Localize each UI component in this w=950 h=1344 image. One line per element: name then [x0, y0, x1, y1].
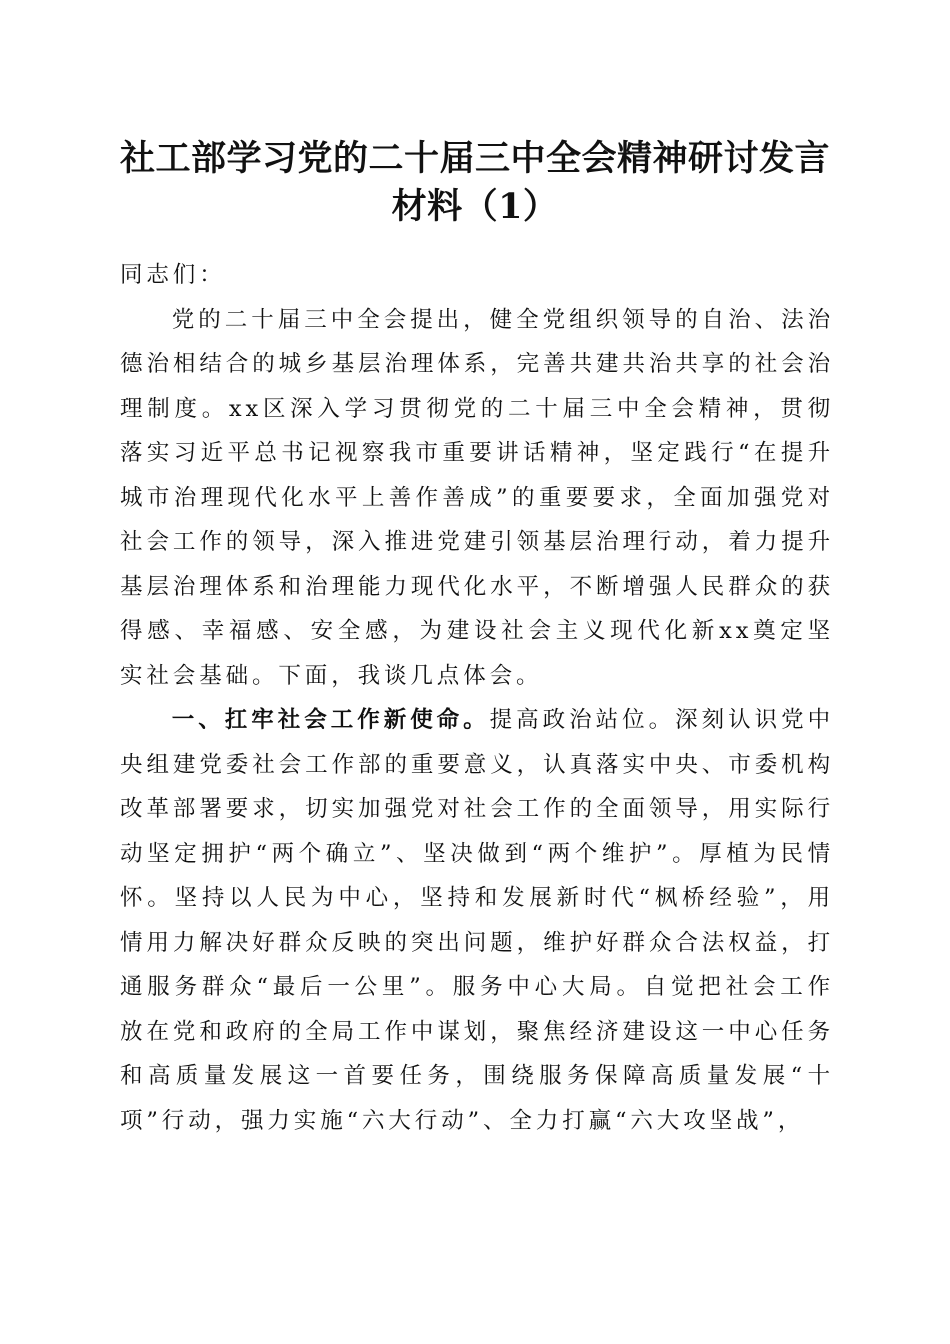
greeting: 同志们： [120, 262, 226, 288]
document-title [100, 135, 850, 231]
paragraph-intro: 党的二十届三中全会提出，健全党组织领导的自治、法治德治相结合的城乡基层治理体系，完善共建共治共享的社会治理制度。xx区深入学习贯彻党的二十届三中全会精神，贯彻落实习近平总书记视察我市重要讲话精神，坚定践行“在提升城市治理现代化水平上善作善成”的重要要求，全面加强党对社会工作的领导，深入推进党建引领基层治理行动，着力提升基层治理体系和治理能力现代化水平，不断增强人民群众的获得感、幸福感、安全感，为建设社会主义现代化新xx奠定坚实社会基础。下面，我谈几点体会。 [120, 306, 834, 689]
section-1-heading: 一、扛牢社会工作新使命。 [171, 707, 490, 733]
paragraph-section-1 [120, 698, 834, 1143]
section-1-text: 提高政治站位。深刻认识党中央组建党委社会工作部的重要意义，认真落实中央、市委机构改革部署要求，切实加强党对社会工作的全面领导，用实际行动坚定拥护“两个确立”、坚决做到“两个维护”。厚植为民情怀。坚持以人民为中心，坚持和发展新时代“枫桥经验”，用情用力解决好群众反映的突出问题，维护好群众合法权益，打通服务群众“最后一公里”。服务中心大局。自觉把社会工作放在党和政府的全局工作中谋划，聚焦经济建设这一中心任务和高质量发展这一首要任务，围绕服务保障高质量发展“十项”行动，强力实施“六大行动”、全力打赢“六大攻坚战”， [120, 707, 834, 1134]
document-body [120, 253, 834, 1143]
title-line-2: 材料（1） [391, 186, 559, 227]
title-line-1: 社工部学习党的二十届三中全会精神研讨发言 [119, 138, 830, 179]
